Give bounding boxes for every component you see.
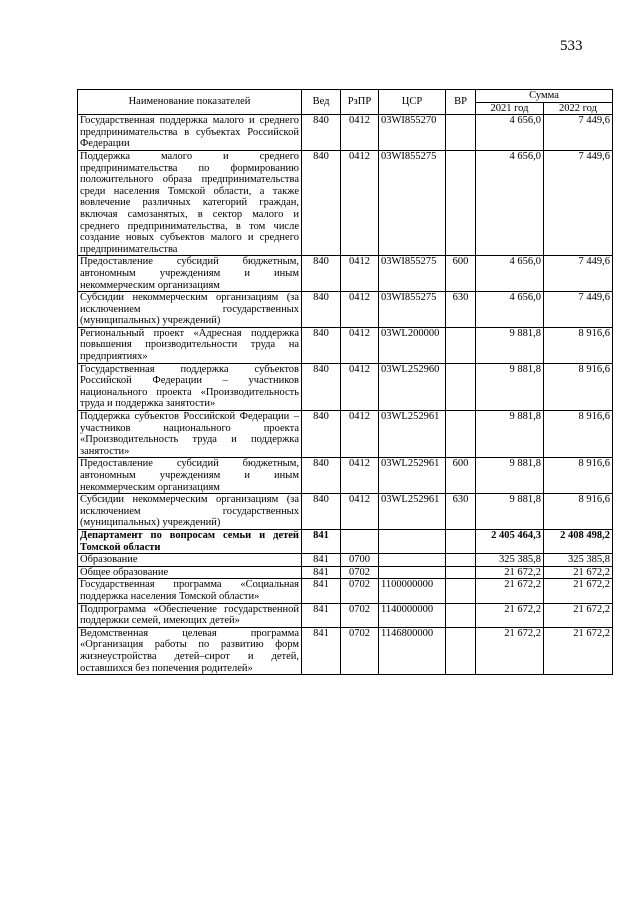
table-row (78, 627, 613, 674)
row-ved: 841 (302, 566, 341, 579)
row-amount-2022: 8 916,6 (544, 411, 613, 458)
row-rzpr: 0702 (341, 603, 379, 627)
row-rzpr: 0412 (341, 256, 379, 292)
table-row (78, 554, 613, 567)
row-amount-2022: 8 916,6 (544, 363, 613, 410)
row-vr (446, 363, 476, 410)
row-amount-2022: 7 449,6 (544, 115, 613, 151)
table-row (78, 579, 613, 603)
row-vr: 630 (446, 494, 476, 530)
table-row (78, 529, 613, 553)
header-2022: 2022 год (544, 102, 613, 115)
row-ved: 841 (302, 529, 341, 553)
row-rzpr: 0412 (341, 363, 379, 410)
row-csr (379, 529, 446, 553)
row-vr (446, 627, 476, 674)
row-vr (446, 554, 476, 567)
row-amount-2022: 7 449,6 (544, 292, 613, 328)
row-vr (446, 115, 476, 151)
row-rzpr: 0412 (341, 150, 379, 255)
row-csr: 1100000000 (379, 579, 446, 603)
table-row (78, 150, 613, 255)
table-row (78, 494, 613, 530)
row-ved: 840 (302, 494, 341, 530)
table-row (78, 458, 613, 494)
table-row (78, 603, 613, 627)
row-csr (379, 566, 446, 579)
row-amount-2021: 21 672,2 (476, 627, 544, 674)
row-amount-2021: 4 656,0 (476, 115, 544, 151)
row-csr: 03WL252961 (379, 458, 446, 494)
row-rzpr: 0412 (341, 458, 379, 494)
row-amount-2021: 21 672,2 (476, 566, 544, 579)
row-amount-2021: 325 385,8 (476, 554, 544, 567)
row-amount-2022: 21 672,2 (544, 627, 613, 674)
row-csr: 03WL252961 (379, 411, 446, 458)
row-rzpr: 0412 (341, 494, 379, 530)
row-amount-2022: 7 449,6 (544, 150, 613, 255)
header-sum: Сумма (476, 90, 613, 103)
table-row (78, 566, 613, 579)
table-row (78, 256, 613, 292)
row-name: Государственная поддержка субъектов Российской Федерации – участников национального проекта «Производительность труда и поддержка занятости» (78, 363, 302, 410)
row-amount-2022: 21 672,2 (544, 603, 613, 627)
row-amount-2022: 2 408 498,2 (544, 529, 613, 553)
row-rzpr: 0700 (341, 554, 379, 567)
row-csr: 1140000000 (379, 603, 446, 627)
row-amount-2022: 21 672,2 (544, 566, 613, 579)
row-name: Поддержка малого и среднего предпринимательства по формированию положительного образа предпринимательства среди населения Томской области, а также вовлечение различных категорий граждан, включая самозанятых, в сектор малого и среднего предпринимательства, в том числе создание новых субъектов малого и среднего предпринимательства (78, 150, 302, 255)
table-row (78, 292, 613, 328)
header-csr: ЦСР (379, 90, 446, 115)
row-amount-2021: 9 881,8 (476, 411, 544, 458)
row-ved: 840 (302, 150, 341, 255)
row-ved: 841 (302, 554, 341, 567)
row-name: Государственная программа «Социальная поддержка населения Томской области» (78, 579, 302, 603)
row-name: Департамент по вопросам семьи и детей Томской области (78, 529, 302, 553)
row-amount-2022: 7 449,6 (544, 256, 613, 292)
row-amount-2021: 9 881,8 (476, 363, 544, 410)
row-vr: 600 (446, 256, 476, 292)
row-vr (446, 529, 476, 553)
row-amount-2021: 21 672,2 (476, 579, 544, 603)
row-vr (446, 603, 476, 627)
row-ved: 841 (302, 603, 341, 627)
row-name: Подпрограмма «Обеспечение государственной поддержки семей, имеющих детей» (78, 603, 302, 627)
row-rzpr (341, 529, 379, 553)
row-amount-2021: 9 881,8 (476, 327, 544, 363)
row-name: Предоставление субсидий бюджетным, автономным учреждениям и иным некоммерческим организациям (78, 256, 302, 292)
row-rzpr: 0412 (341, 327, 379, 363)
row-rzpr: 0702 (341, 579, 379, 603)
table-row (78, 327, 613, 363)
header-name: Наименование показателей (78, 90, 302, 115)
row-ved: 840 (302, 115, 341, 151)
row-vr: 600 (446, 458, 476, 494)
header-rzpr: РзПР (341, 90, 379, 115)
row-csr: 03WI855275 (379, 150, 446, 255)
row-rzpr: 0412 (341, 115, 379, 151)
row-rzpr: 0412 (341, 292, 379, 328)
row-rzpr: 0412 (341, 411, 379, 458)
row-ved: 840 (302, 458, 341, 494)
page-number: 533 (560, 38, 583, 54)
row-name: Общее образование (78, 566, 302, 579)
row-amount-2021: 9 881,8 (476, 494, 544, 530)
row-amount-2021: 21 672,2 (476, 603, 544, 627)
header-ved: Вед (302, 90, 341, 115)
row-amount-2021: 2 405 464,3 (476, 529, 544, 553)
row-amount-2022: 21 672,2 (544, 579, 613, 603)
table-row (78, 411, 613, 458)
row-name: Ведомственная целевая программа «Организация работы по развитию форм жизнеустройства детей–сирот и детей, оставшихся без попечения родителей» (78, 627, 302, 674)
header-vr: ВР (446, 90, 476, 115)
row-vr (446, 327, 476, 363)
row-amount-2021: 9 881,8 (476, 458, 544, 494)
row-name: Предоставление субсидий бюджетным, автономным учреждениям и иным некоммерческим организациям (78, 458, 302, 494)
table-row (78, 363, 613, 410)
row-name: Субсидии некоммерческим организациям (за исключением государственных (муниципальных) учреждений) (78, 494, 302, 530)
row-ved: 840 (302, 292, 341, 328)
row-name: Поддержка субъектов Российской Федерации – участников национального проекта «Производительность труда и поддержка занятости» (78, 411, 302, 458)
row-csr: 03WL252960 (379, 363, 446, 410)
row-rzpr: 0702 (341, 627, 379, 674)
row-name: Субсидии некоммерческим организациям (за исключением государственных (муниципальных) учреждений) (78, 292, 302, 328)
row-csr: 1146800000 (379, 627, 446, 674)
row-csr (379, 554, 446, 567)
row-ved: 840 (302, 363, 341, 410)
row-ved: 840 (302, 327, 341, 363)
row-name: Государственная поддержка малого и среднего предпринимательства в субъектах Российской Федерации (78, 115, 302, 151)
row-name: Образование (78, 554, 302, 567)
row-csr: 03WL252961 (379, 494, 446, 530)
row-csr: 03WI855275 (379, 292, 446, 328)
row-ved: 841 (302, 579, 341, 603)
table-header (78, 90, 613, 115)
row-csr: 03WI855275 (379, 256, 446, 292)
row-vr (446, 579, 476, 603)
row-name: Региональный проект «Адресная поддержка повышения производительности труда на предприятиях» (78, 327, 302, 363)
row-rzpr: 0702 (341, 566, 379, 579)
row-amount-2021: 4 656,0 (476, 292, 544, 328)
row-amount-2021: 4 656,0 (476, 256, 544, 292)
table-body (78, 115, 613, 675)
row-ved: 841 (302, 627, 341, 674)
budget-table (77, 89, 613, 675)
row-amount-2022: 8 916,6 (544, 494, 613, 530)
row-csr: 03WL200000 (379, 327, 446, 363)
row-vr: 630 (446, 292, 476, 328)
row-amount-2021: 4 656,0 (476, 150, 544, 255)
row-vr (446, 411, 476, 458)
row-ved: 840 (302, 411, 341, 458)
table-row (78, 115, 613, 151)
row-vr (446, 150, 476, 255)
row-amount-2022: 325 385,8 (544, 554, 613, 567)
row-amount-2022: 8 916,6 (544, 327, 613, 363)
row-ved: 840 (302, 256, 341, 292)
header-2021: 2021 год (476, 102, 544, 115)
row-vr (446, 566, 476, 579)
row-csr: 03WI855270 (379, 115, 446, 151)
row-amount-2022: 8 916,6 (544, 458, 613, 494)
